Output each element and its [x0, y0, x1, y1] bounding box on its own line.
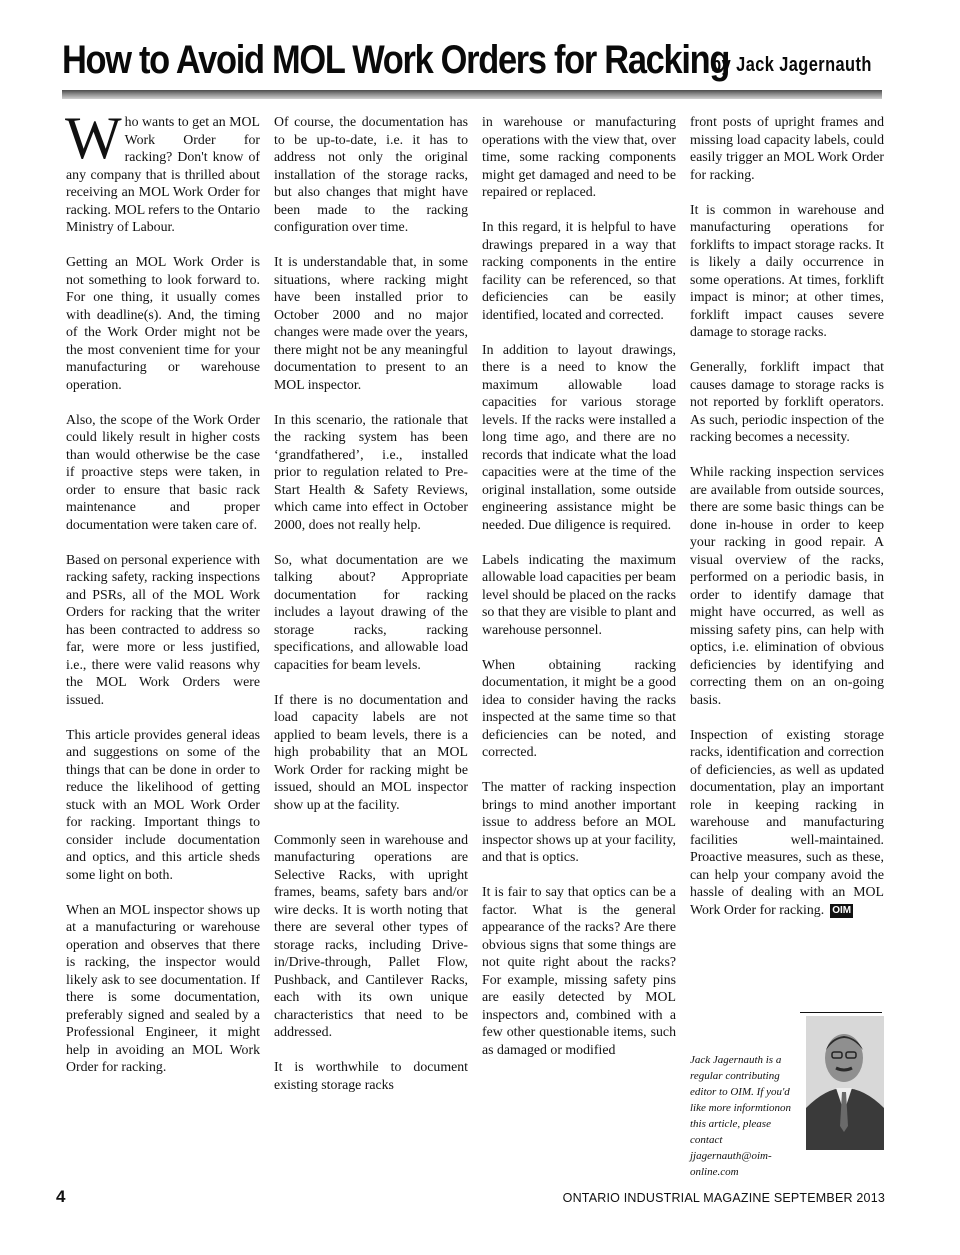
paragraph: If there is no documentation and load capacity labels are not applied to beam levels, there is a high probability that an MOL Work Order for racking might be issued, should an MOL inspector show up at the facility. [274, 691, 468, 812]
paragraph: It is common in warehouse and manufacturing operations for forklifts to impact storage racks. It is likely a daily occurrence in some operations. At times, forklift impact is minor; at other times, forklift impact causes severe damage to storage racks. [690, 201, 884, 339]
paragraph: When an MOL inspector shows up at a manufacturing or warehouse operation and observes that there is racking, the inspector would likely ask to see documentation. If there is some documentation, preferably signed and sealed by a Professional Engineer, it might help in avoiding an MOL Work Order for racking. [66, 901, 260, 1074]
paragraph: It is fair to say that optics can be a factor. What is the general appearance of the racks? Are there obvious signs that some things are not quite right about the racks? For example, missing safety pins are easily detected by MOL inspectors and, combined with a few other questionable items, such as damaged or modified [482, 884, 676, 1057]
drop-cap: W [65, 105, 122, 171]
paragraph: Also, the scope of the Work Order could likely result in higher costs than would otherwise be the case if proactive steps were taken, in order to ensure that basic rack maintenance and proper documentation were taken care of. [66, 411, 260, 532]
paragraph: in warehouse or manufacturing operations with the view that, over time, some racking components might get damaged and need to be repaired or replaced. [482, 114, 676, 199]
article-column-4 [690, 113, 884, 936]
paragraph: front posts of upright frames and missing load capacity labels, could easily trigger an MOL Work Order for racking. [690, 114, 884, 182]
page-number: 4 [56, 1187, 66, 1206]
paragraph: While racking inspection services are available from outside sources, there are some basic things can be done in-house in order to keep your racking in good repair. A visual overview of the racks, performed on a periodic basis, in order to identify damage that might have occurred, as well as missing safety pins, can help with optics, i.e. elimination of obvious deficiencies by identifying and correcting them on an on-going basis. [690, 464, 884, 707]
paragraph: Getting an MOL Work Order is not something to look forward to. For one thing, it usually comes with deadline(s). And, the timing of the Work Order might not be the most convenient time for your manufacturing or warehouse operation. [66, 254, 260, 392]
paragraph: Labels indicating the maximum allowable load capacities per beam level should be placed on the racks so that they are visible to plant and warehouse personnel. [482, 551, 676, 637]
paragraph: It is worthwhile to document existing storage racks [274, 1059, 468, 1092]
paragraph: In addition to layout drawings, there is a need to know the maximum allowable load capacities for various storage levels. If the racks were installed a long time ago, and there are no records that indicate what the load capacities were at the time of the original installation, some outside engineering assistance might be needed. Due diligence is required. [482, 341, 676, 532]
article-headline: How to Avoid MOL Work Orders for Racking [62, 38, 730, 82]
author-photo [806, 1016, 884, 1150]
title-divider [62, 90, 882, 99]
paragraph: It is understandable that, in some situations, where racking might have been installed prior to October 2000 and no major changes were made over the years, there might not be any meaningful documentation to present to an MOL inspector. [274, 254, 468, 392]
paragraph: Of course, the documentation has to be up-to-date, i.e. it has to address not only the original installation of the storage racks, but also changes that might have been made to the racking configuration over time. [274, 114, 468, 234]
paragraph: When obtaining racking documentation, it might be a good idea to consider having the racks inspected at the same time so that deficiencies can be noted, and corrected. [482, 656, 676, 759]
article-column-1 [65, 105, 261, 1093]
paragraph: In this scenario, the rationale that the racking system has been ‘grandfathered’, i.e., installed prior to regulation related to Pre-Start Health & Safety Reviews, which came into effect in October 2000, does not really help. [274, 411, 468, 532]
paragraph: Based on personal experience with racking safety, racking inspections and PSRs, all of the MOL Work Orders for racking that the writer has been contracted to address so far, were more or less justified, i.e., there were valid reasons why the MOL Work Orders were issued. [66, 551, 260, 707]
article-column-2 [274, 113, 468, 1111]
paragraph-text: ho wants to get an MOL Work Order for racking? Don't know of any company that is thrilled about receiving an MOL Work Order for racking. MOL refers to the Ontario Ministry of Labour. [66, 114, 261, 234]
paragraph-text: Inspection of existing storage racks, identification and correction of deficiencies, as well as updated documentation, play an important role in keeping racking in warehouse and manufacturing facilities well-maintained. Proactive measures, such as these, can help your company avoid the hassle of dealing with an MOL Work Order for racking. [690, 726, 884, 917]
author-bio: Jack Jagernauth is a regular contributing editor to OIM. If you'd like more informtionon this article, please contact jjagernauth@oim-online.com [690, 1054, 792, 1178]
paragraph [65, 105, 261, 236]
paragraph [690, 726, 884, 919]
end-mark-logo: OIM [832, 904, 852, 916]
paragraph: Generally, forklift impact that causes damage to storage racks is not reported by forklift operators. As such, periodic inspection of the racking becomes a necessity. [690, 359, 884, 444]
publication-footer: ONTARIO INDUSTRIAL MAGAZINE SEPTEMBER 2013 [562, 1191, 885, 1205]
bio-divider [800, 1012, 882, 1013]
paragraph: So, what documentation are we talking about? Appropriate documentation for racking includes a layout drawing of the storage racks, racking specifications, and allowable load capacities for beam levels. [274, 551, 468, 672]
paragraph: Commonly seen in warehouse and manufacturing operations are Selective Racks, with upright frames, beams, safety bars and/or wire decks. It is worth noting that there are several other types of storage racks, including Drive-in/Drive-through, Pallet Flow, Pushback, and Cantilever Racks, each with its own unique characteristics that need to be addressed. [274, 831, 468, 1039]
author-byline: by Jack Jagernauth [711, 54, 872, 76]
article-column-3 [482, 113, 676, 1076]
paragraph: The matter of racking inspection brings to mind another important issue to address before an MOL inspector shows up at your facility, and that is optics. [482, 779, 676, 864]
paragraph: This article provides general ideas and suggestions on some of the things that can be done in order to reduce the likelihood of getting stuck with an MOL Work Order for racking. Important things to consider include documentation and optics, and this article sheds some light on both. [66, 726, 260, 882]
paragraph: In this regard, it is helpful to have drawings prepared in a way that racking components in the entire facility can be referenced, so that deficiencies can be easily identified, located and corrected. [482, 219, 676, 322]
